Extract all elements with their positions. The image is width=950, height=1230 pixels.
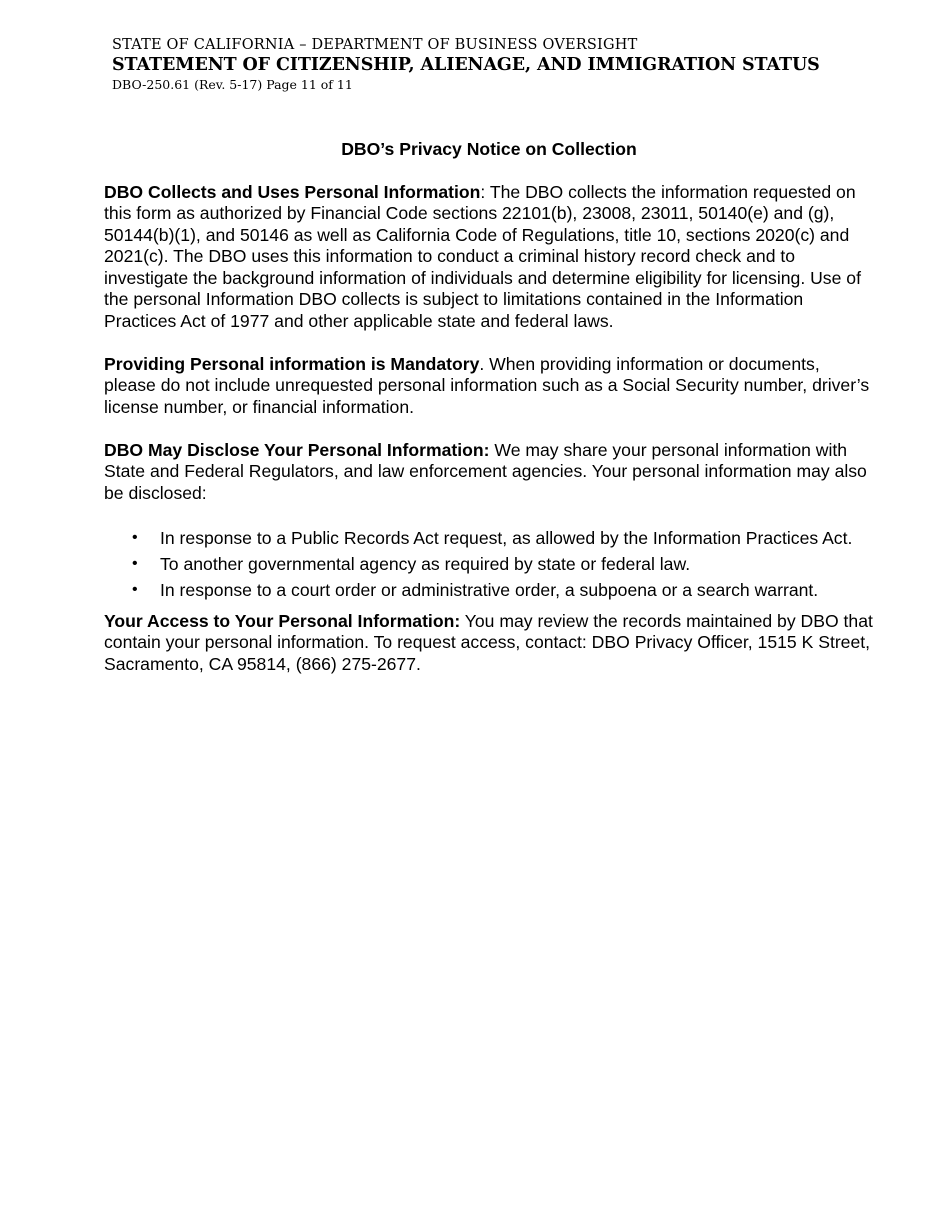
list-item-text: To another governmental agency as required by state or federal law. bbox=[160, 553, 691, 574]
list-item bbox=[104, 552, 874, 576]
disclosure-list bbox=[104, 526, 874, 602]
list-item-text: In response to a court order or administrative order, a subpoena or a search warrant. bbox=[160, 579, 819, 600]
list-item bbox=[104, 526, 874, 550]
section-disclose bbox=[104, 440, 874, 505]
page-header bbox=[112, 36, 820, 93]
notice-title: DBO’s Privacy Notice on Collection bbox=[341, 139, 637, 159]
section-text: : The DBO collects the information requested on this form as authorized by Financial Code sections 22101(b), 23008, 23011, 50140(e) and (g), 50144(b)(1), and 50146 as well as California Code of Regulations, title 10, sections 2020(c) and 2021(c). The DBO uses this information to conduct a criminal history record check and to investigate the background information of individuals and determine eligibility for licensing. Use of the personal Information DBO collects is subject to limitations contained in the Information Practices Act of 1977 and other applicable state and federal laws. bbox=[104, 181, 861, 331]
section-text: . When providing information or documents, please do not include unrequested personal information such as a Social Security number, driver’s license number, or financial information. bbox=[104, 353, 870, 417]
section-mandatory bbox=[104, 354, 874, 419]
section-text: You may review the records maintained by DBO that contain your personal information. To request access, contact: DBO Privacy Officer, 1515 K Street, Sacramento, CA 95814, (866) 275-2677. bbox=[104, 610, 873, 674]
bullet-icon: • bbox=[132, 580, 138, 598]
section-collects-uses bbox=[104, 182, 874, 333]
section-lead: DBO Collects and Uses Personal Information bbox=[104, 181, 481, 202]
section-lead: Your Access to Your Personal Information: bbox=[104, 610, 461, 631]
agency-name: STATE OF CALIFORNIA – DEPARTMENT OF BUSINESS OVERSIGHT bbox=[112, 37, 638, 53]
privacy-notice bbox=[104, 139, 874, 697]
list-item-text: In response to a Public Records Act request, as allowed by the Information Practices Act. bbox=[160, 527, 853, 548]
form-title: STATEMENT OF CITIZENSHIP, ALIENAGE, AND IMMIGRATION STATUS bbox=[112, 55, 820, 75]
list-item bbox=[104, 578, 874, 602]
form-id: DBO-250.61 (Rev. 5-17) Page 11 of 11 bbox=[112, 77, 353, 92]
section-lead: Providing Personal information is Mandatory bbox=[104, 353, 480, 374]
section-access bbox=[104, 611, 874, 676]
section-text: We may share your personal information with State and Federal Regulators, and law enforcement agencies. Your personal information may also be disclosed: bbox=[104, 439, 867, 503]
bullet-icon: • bbox=[132, 528, 138, 546]
bullet-icon: • bbox=[132, 554, 138, 572]
section-lead: DBO May Disclose Your Personal Information: bbox=[104, 439, 490, 460]
